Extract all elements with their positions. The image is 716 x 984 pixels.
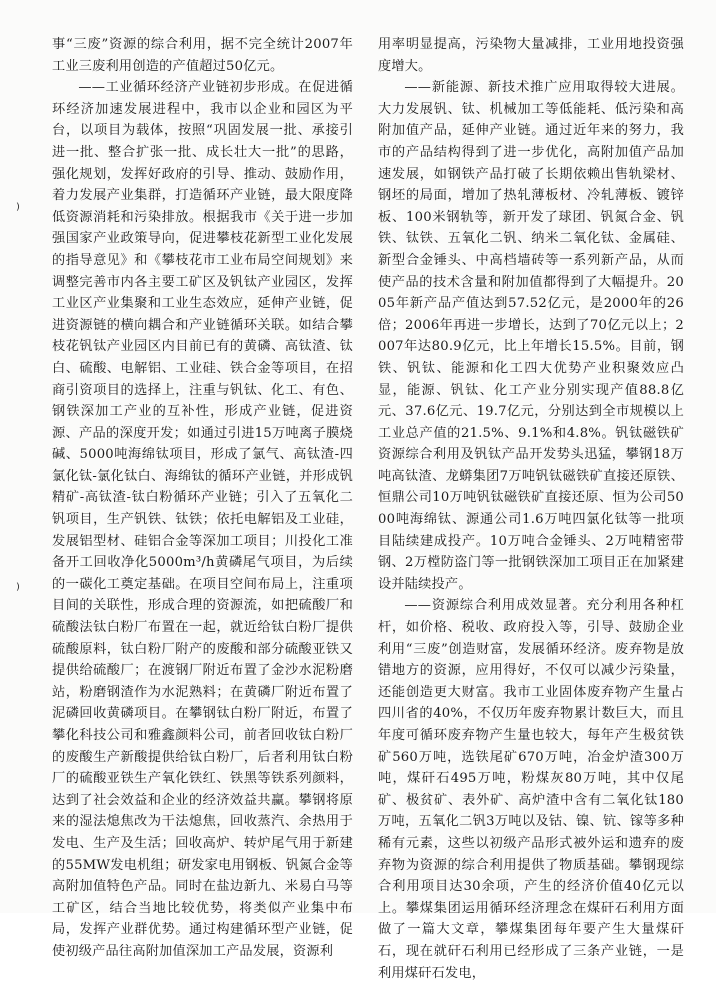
paragraph: ——资源综合利用成效显著。充分利用各种杠杆，如价格、税收、政府投入等，引导、鼓励企业利用“三废”创造财富，发展循环经济。废弃物是放错地方的资源，应用得好，不仅可以减少污染量，还能创造更大财富。我市工业固体废弃物产生量占四川省的40%，不仅历年废弃物累计数巨大，而且年度可循环废弃物产生量也较大，每年产生极贫铁矿560万吨，选铁尾矿670万吨，冶金炉渣300万吨，煤矸石495万吨，粉煤灰80万吨，其中仅尾矿、极贫矿、表外矿、高炉渣中含有二氧化钛180万吨，五氧化二钒3万吨以及钴、镍、钪、镓等多种稀有元素，这些以初级产品形式被外运和遗弃的废弃物为资源的综合利用提供了物质基础。攀钢现综合利用项目达30余项，产生的经济价值40亿元以上。攀煤集团运用循环经济理念在煤矸石利用方面做了一篇大文章，攀煤集团每年要产生大量煤矸石，现在就矸石利用已经形成了三条产业链，一是利用煤矸石发电， <box>378 598 684 981</box>
column-gutter <box>364 34 365 904</box>
left-text-column <box>52 34 353 963</box>
binding-hole-mark-icon: ⁾ <box>16 580 20 599</box>
binding-hole-mark-icon: ⁾ <box>16 200 20 219</box>
paragraph: 用率明显提高，污染物大量减排，工业用地投资强度增大。 <box>378 37 684 74</box>
paragraph: ——新能源、新技术推广应用取得较大进展。大力发展钒、钛、机械加工等低能耗、低污染和高附加值产品，延伸产业链。通过近年来的努力，我市的产品结构得到了进一步优化，高附加值产品加速发展，如钢铁产品打破了长期依赖出售轨梁材、钢坯的局面，增加了热轧薄板材、冷轧薄板、镀锌板、100米钢轨等，新开发了球团、钒氮合金、钒铁、钛铁、五氧化二钒、纳米二氧化钛、金属硅、新型合金锤头、中高档墙砖等一系列新产品，从而使产品的技术含量和附加值都得到了大幅提升。2005年新产品产值达到57.52亿元，是2000年的26倍；2006年再进一步增长，达到了70亿元以上；2007年达80.9亿元，比上年增长15.5%。目前，钢铁、钒钛、能源和化工四大优势产业积聚效应凸显，能源、钒钛、化工产业分别实现产值88.8亿元、37.6亿元、19.7亿元，分别达到全市规模以上工业总产值的21.5%、9.1%和4.8%。钒钛磁铁矿资源综合利用及钒钛产品开发势头迅猛，攀钢18万吨高钛渣、龙蟒集团7万吨钒钛磁铁矿直接还原铁、恒鼎公司10万吨钒钛磁铁矿直接还原、恒为公司5000吨海绵钛、源通公司1.6万吨四氯化钛等一批项目陆续建成投产。10万吨合金锤头、2万吨精密带钢、2万樘防盗门等一批钢铁深加工项目正在加紧建设并陆续投产。 <box>378 80 684 592</box>
paragraph: 事“三废”资源的综合利用，据不完全统计2007年工业三废利用创造的产值超过50亿元。 <box>52 37 353 74</box>
paragraph: ——工业循环经济产业链初步形成。在促进循环经济加速发展进程中，我市以企业和园区为平台，以项目为载体，按照“巩固发展一批、承接引进一批、整合扩张一批、成长壮大一批”的思路，强化规划，发挥好政府的引导、推动、鼓励作用，着力发展产业集群，打造循环产业链，最大限度降低资源消耗和污染排放。根据我市《关于进一步加强国家产业政策导向，促进攀枝花新型工业化发展的指导意见》和《攀枝花市工业布局空间规划》来调整完善市内各主要工矿区及钒钛产业园区，发挥工业区产业集聚和工业生态效应，延伸产业链，促进资源链的横向耦合和产业链循环关联。如结合攀枝花钒钛产业园区内目前已有的黄磷、高钛渣、钛白、硫酸、电解铝、工业硅、铁合金等项目，在招商引资项目的选择上，注重与钒钛、化工、有色、钢铁深加工产业的互补性，形成产业链，促进资源、产品的深度开发；如通过引进15万吨离子膜烧碱、5000吨海绵钛项目，形成了氯气、高钛渣-四氯化钛-氯化钛白、海绵钛的循环产业链，并形成钒精矿-高钛渣-钛白粉循环产业链；引入了五氧化二钒项目，生产钒铁、钛铁；依托电解铝及工业硅，发展铝型材、硅铝合金等深加工项目；川投化工准备开工回收净化5000m³/h黄磷尾气项目，为后续的一碳化工奠定基础。在项目空间布局上，注重项目间的关联性，形成合理的资源流，如把硫酸厂和硫酸法钛白粉厂布置在一起，就近给钛白粉厂提供硫酸原料，钛白粉厂附产的废酸和部分硫酸亚铁又提供给硫酸厂；在渡钢厂附近布置了金沙水泥粉磨站，粉磨钢渣作为水泥熟料；在黄磷厂附近布置了泥磷回收黄磷项目。在攀钢钛白粉厂附近，布置了攀化科技公司和雅鑫颜料公司，前者回收钛白粉厂的废酸生产新酸提供给钛白粉厂，后者利用钛白粉厂的硫酸亚铁生产氧化铁红、铁黑等铁系列颜料，达到了社会效益和企业的经济效益共赢。攀钢将原来的湿法熄焦改为干法熄焦，回收蒸汽、余热用于发电、生产及生活；回收高炉、转炉尾气用于新建的55MW发电机组；研发家电用钢板、钒氮合金等高附加值特色产品。同时在盐边新九、米易白马等工矿区，结合当地比较优势，将类似产业集中布局，发挥产业群优势。通过构建循环型产业链，促使初级产品往高附加值深加工产品发展，资源利 <box>52 80 353 959</box>
right-text-column <box>378 34 684 984</box>
